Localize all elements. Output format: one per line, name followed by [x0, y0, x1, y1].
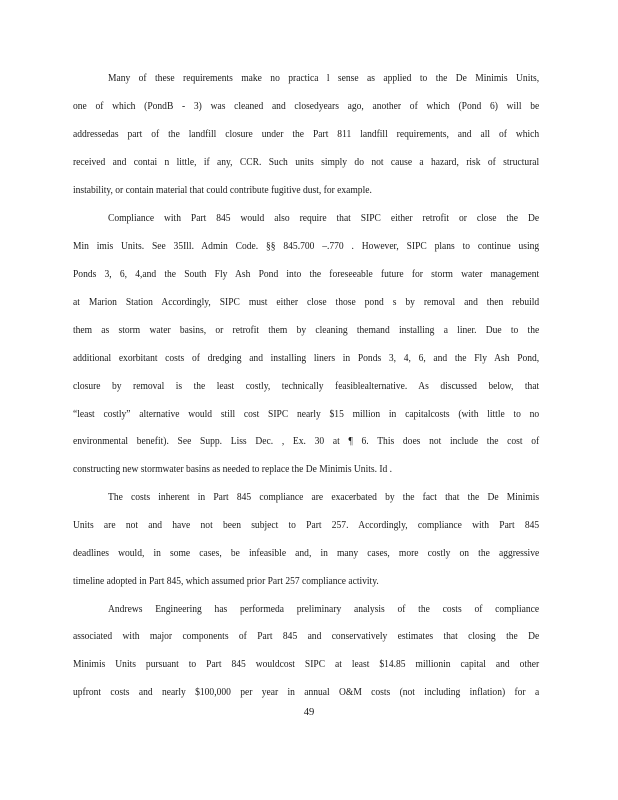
- body-text-line: constructing new stormwater basins as needed to replace the De Minimis Units. Id .: [73, 464, 393, 475]
- body-text-line: Andrews Engineering has performeda preliminary analysis of the costs of compliance: [108, 604, 540, 615]
- body-text-line: one of which (PondB - 3) was cleaned and closedyears ago, another of which (Pond 6) will be: [73, 101, 540, 112]
- body-text-line: closure by removal is the least costly, technically feasiblealternative. As discussed below, that: [73, 381, 540, 392]
- body-text-line: Compliance with Part 845 would also require that SIPC either retrofit or close the De: [108, 213, 540, 224]
- body-text-line: “least costly” alternative would still cost SIPC nearly $15 million in capitalcosts (with little to no: [73, 409, 540, 420]
- body-text-line: addressedas part of the landfill closure under the Part 811 landfill requirements, and all of which: [73, 129, 540, 140]
- body-text-line: received and contai n little, if any, CCR. Such units simply do not cause a hazard, risk of structural: [73, 157, 540, 168]
- body-text-line: Many of these requirements make no practica l sense as applied to the De Minimis Units,: [108, 73, 540, 84]
- body-text-line: Minimis Units pursuant to Part 845 wouldcost SIPC at least $14.85 millionin capital and other: [73, 659, 540, 670]
- body-text-line: environmental benefit). See Supp. Liss Dec. , Ex. 30 at ¶ 6. This does not include the cost of: [73, 436, 540, 447]
- body-text-line: Ponds 3, 6, 4,and the South Fly Ash Pond into the foreseeable future for storm water management: [73, 269, 540, 280]
- body-text-line: timeline adopted in Part 845, which assumed prior Part 257 compliance activity.: [73, 576, 379, 587]
- body-text-line: Min imis Units. See 35Ill. Admin Code. §§ 845.700 –.770 . However, SIPC plans to continue using: [73, 241, 540, 252]
- body-text-line: Units are not and have not been subject to Part 257. Accordingly, compliance with Part 845: [73, 520, 540, 531]
- body-text-line: deadlines would, in some cases, be infeasible and, in many cases, more costly on the aggressive: [73, 548, 540, 559]
- body-text-line: associated with major components of Part 845 and conservatively estimates that closing the De: [73, 631, 540, 642]
- body-text-line: them as storm water basins, or retrofit them by cleaning themand installing a liner. Due to the: [73, 325, 540, 336]
- body-text-line: additional exorbitant costs of dredging and installing liners in Ponds 3, 4, 6, and the Fly Ash Pond,: [73, 353, 540, 364]
- body-text-line: upfront costs and nearly $100,000 per year in annual O&M costs (not including inflation) for a: [73, 687, 540, 698]
- body-text-line: instability, or contain material that could contribute fugitive dust, for example.: [73, 185, 372, 196]
- body-text-line: The costs inherent in Part 845 compliance are exacerbated by the fact that the De Minimis: [108, 492, 540, 503]
- page-number: 49: [303, 707, 315, 718]
- body-text-line: at Marion Station Accordingly, SIPC must either close those pond s by removal and then rebuild: [73, 297, 540, 308]
